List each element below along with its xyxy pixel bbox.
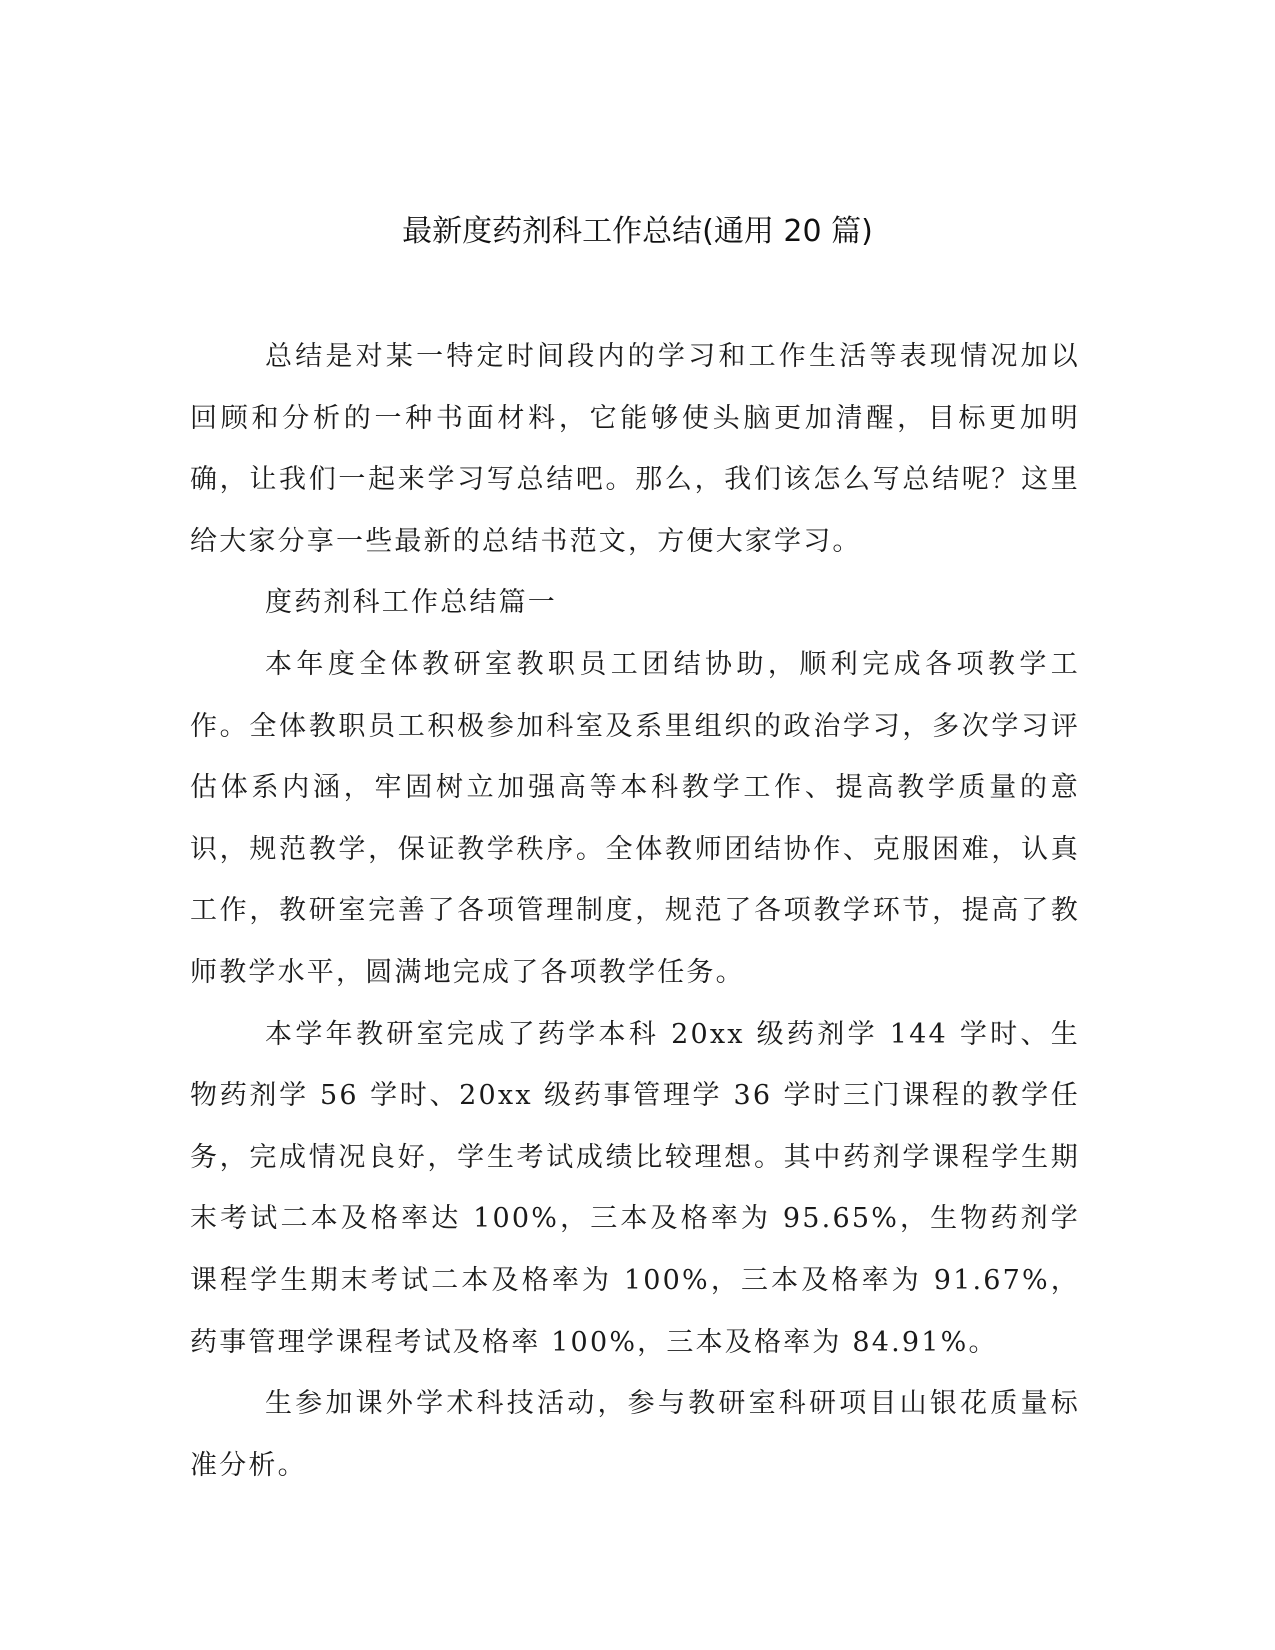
body-paragraph-2: 本学年教研室完成了药学本科 20xx 级药剂学 144 学时、生物药剂学 56 学时、20xx 级药事管理学 36 学时三门课程的教学任务，完成情况良好，学生考试成绩比较理想。其中药剂学课程学生期末考试二本及格率达 100%，三本及格率为 95.65%，生物药剂学课程学生期末考试二本及格率为 100%，三本及格率为 91.67%，药事管理学课程考试及格率 100%，三本及格率为 84.91%。 xyxy=(190,1018,1080,1358)
document-title: 最新度药剂科工作总结(通用 20 篇) xyxy=(402,214,873,249)
intro-paragraph: 总结是对某一特定时间段内的学习和工作生活等表现情况加以回顾和分析的一种书面材料，它能够使头脑更加清醒，目标更加明确，让我们一起来学习写总结吧。那么，我们该怎么写总结呢？这里给大家分享一些最新的总结书范文，方便大家学习。 xyxy=(190,341,1080,557)
body-paragraph-3: 生参加课外学术科技活动，参与教研室科研项目山银花质量标准分析。 xyxy=(190,1388,1080,1481)
section-heading: 度药剂科工作总结篇一 xyxy=(265,587,557,619)
body-paragraph-1: 本年度全体教研室教职员工团结协助，顺利完成各项教学工作。全体教职员工积极参加科室及系里组织的政治学习，多次学习评估体系内涵，牢固树立加强高等本科教学工作、提高教学质量的意识，规范教学，保证教学秩序。全体教师团结协作、克服困难，认真工作，教研室完善了各项管理制度，规范了各项教学环节，提高了教师教学水平，圆满地完成了各项教学任务。 xyxy=(190,648,1080,988)
document-body xyxy=(190,326,1080,1496)
